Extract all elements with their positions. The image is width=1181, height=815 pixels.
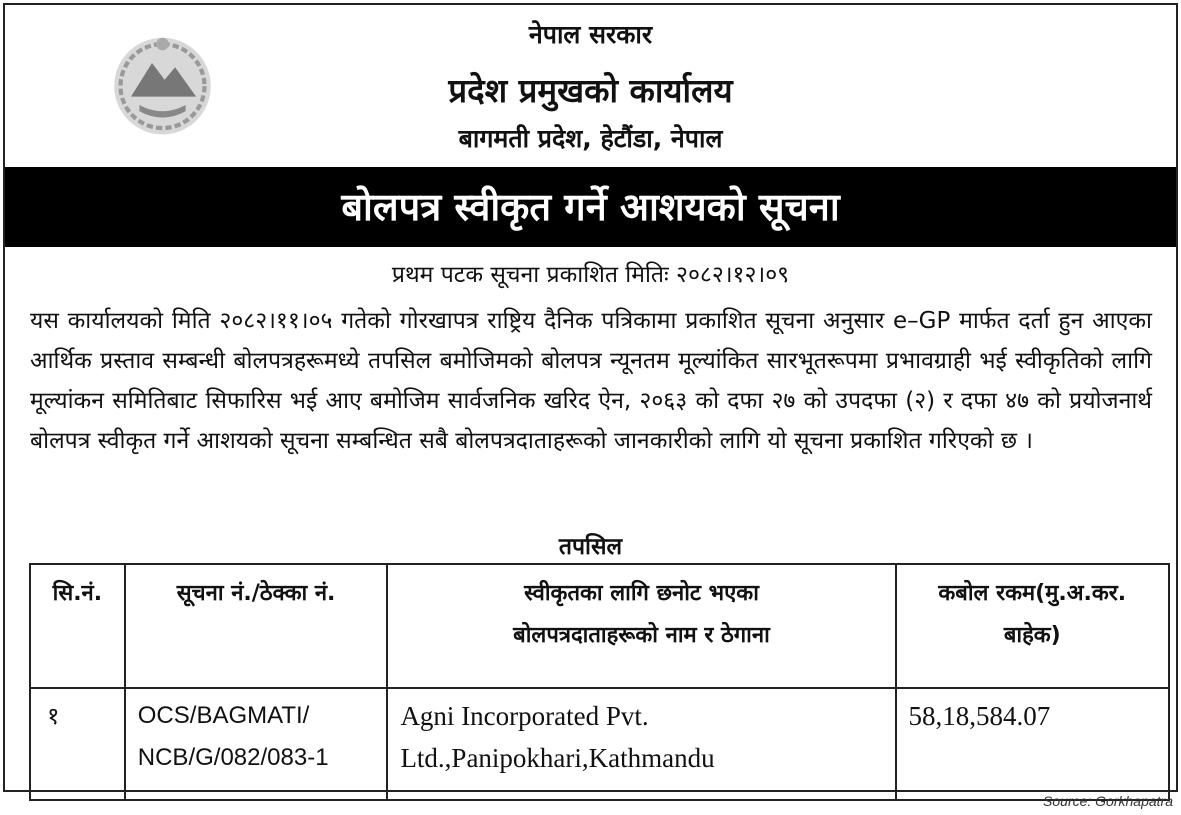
award-table: [29, 563, 1170, 801]
office-address: बागमती प्रदेश, हेटौंडा, नेपाल: [458, 124, 723, 153]
cell-bidder: Agni Incorporated Pvt. Ltd.,Panipokhari,Kathmandu: [387, 688, 895, 800]
notice-header: [5, 5, 1176, 167]
table-header-row: [30, 564, 1169, 688]
cell-amount: 58,18,584.07: [896, 688, 1169, 800]
header-bidder: स्वीकृतका लागि छनोट भएका बोलपत्रदाताहरूको नाम र ठेगाना: [387, 564, 895, 688]
office-name: प्रदेश प्रमुखको कार्यालय: [448, 71, 733, 110]
government-name: नेपाल सरकार: [528, 20, 653, 49]
table-row: [30, 688, 1169, 800]
cell-contract-no: OCS/BAGMATI/ NCB/G/082/083-1: [125, 688, 388, 800]
header-contract-no: सूचना नं./ठेक्का नं.: [125, 564, 388, 688]
notice-title: बोलपत्र स्वीकृत गर्ने आशयको सूचना: [5, 167, 1176, 247]
header-amount: कबोल रकम(मु.अ.कर. बाहेक): [896, 564, 1169, 688]
source-credit: Source: Gorkhapatra: [1043, 793, 1173, 809]
header-serial: सि.नं.: [30, 564, 125, 688]
cell-serial: १: [30, 688, 125, 800]
schedule-heading: तपसिल: [558, 534, 623, 560]
first-published-date: प्रथम पटक सूचना प्रकाशित मितिः २०८२।१२।०९: [391, 262, 790, 288]
notice-frame: [3, 3, 1178, 792]
notice-body: यस कार्यालयको मिति २०८२।११।०५ गतेको गोरखापत्र राष्ट्रिय दैनिक पत्रिकामा प्रकाशित सूचना अनुसार e–GP मार्फत दर्ता हुन आएका आर्थिक प्रस्ताव सम्बन्धी बोलपत्रहरूमध्ये तपसिल बमोजिमको बोलपत्र न्यूनतम मूल्यांकित सारभूतरूपमा प्रभावग्राही भई स्वीकृतिको लागि मूल्यांकन समितिबाट सिफारिस भई आए बमोजिम सार्वजनिक खरिद ऐन, २०६३ को दफा २७ को उपदफा (२) र दफा ४७ को प्रयोजनार्थ बोलपत्र स्वीकृत गर्ने आशयको सूचना सम्बन्धित सबै बोलपत्रदाताहरूको जानकारीको लागि यो सूचना प्रकाशित गरिएको छ ।: [30, 308, 1152, 454]
